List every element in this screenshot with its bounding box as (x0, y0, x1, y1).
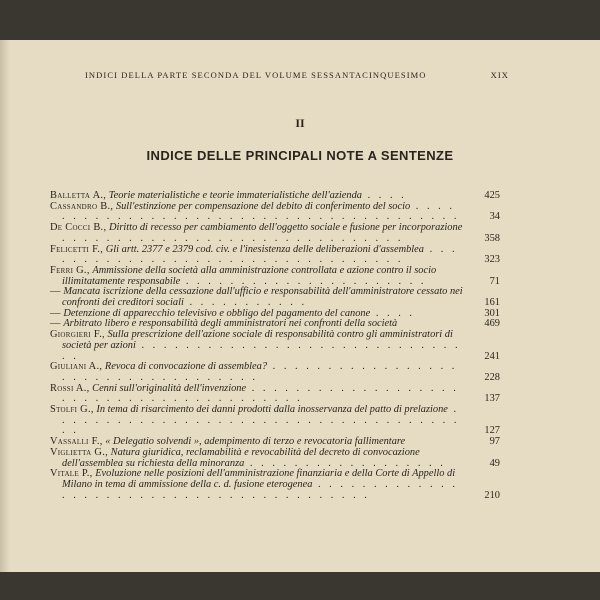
entry-title: Cenni sull'originalità dell'invenzione (92, 382, 247, 394)
entry-author: Ferri G., (50, 264, 90, 276)
entry-page: 323 (484, 254, 500, 266)
entry-title: Gli artt. 2377 e 2379 cod. civ. e l'inesistenza delle deliberazioni d'assemblea (105, 243, 424, 255)
entry-title: Detenzione di apparecchio televisivo e obbligo del pagamento del canone (63, 307, 371, 319)
entry-page: 97 (489, 436, 500, 448)
entry-title: Teorie materialistiche e teorie immaterialistiche dell'azienda (108, 190, 362, 201)
entry-author: Vitale P., (50, 468, 93, 480)
index-entry: — Mancata iscrizione della cessazione dall'ufficio e responsabilità dell'amministratore cessato nei confronti dei creditori sociali . . . . . . . . . . . 161 (50, 286, 500, 309)
entry-title: Mancata iscrizione della cessazione dall'ufficio e responsabilità dell'amministratore cessato nei confronti dei creditori sociali (62, 286, 463, 309)
entry-page: 301 (484, 307, 500, 319)
index-entry: Ferri G., Ammissione della società alla amministrazione controllata e azione contro il socio illimitatamente responsabile . . . . . . . . . . . . . . . . . . . . . . 71 (50, 264, 500, 287)
index-entry: Giuliani A., Revoca di convocazione di assemblea? . . . . . . . . . . . . . . . . . . . . . . . . . . . . . . . . . . . 228 (50, 361, 500, 383)
index-entry: — Detenzione di apparecchio televisivo e obbligo del pagamento del canone . . . . 301 (50, 307, 500, 319)
entry-title: Diritto di recesso per cambiamento dell'oggetto sociale e fusione per incorporazione (108, 222, 463, 234)
entry-author: Giuliani A., (50, 361, 103, 373)
entry-title: Natura giuridica, reclamabilità e revocabilità del decreto di convocazione dell'assemblea su richiesta della minoranza (62, 446, 420, 469)
index-entry: Cassandro B., Sull'estinzione per compensazione del debito di conferimento del socio . . . . . . . . . . . . . . . . . . . . . . . . . . . . . . . . . . . . . . . . 34 (50, 200, 500, 223)
entry-title: « Delegatio solvendi », adempimento di terzo e revocatoria fallimentare (105, 436, 406, 448)
entry-title: Ammissione della società alla amministrazione controllata e azione contro il socio illimitatamente responsabile (62, 264, 437, 287)
index-entry: Giorgieri F., Sulla prescrizione dell'azione sociale di responsabilità contro gli amministratori di società per azioni . . . . . . . . . . . . . . . . . . . . . . . . . . . . . . . 241 (50, 329, 500, 362)
entry-title: Revoca di convocazione di assemblea? (104, 361, 268, 373)
entry-author: Vassalli F., (50, 436, 103, 448)
entry-title: Sull'estinzione per compensazione del debito di conferimento del socio (115, 200, 411, 212)
entry-page: 127 (484, 425, 500, 437)
page-number: XIX (490, 70, 509, 80)
entry-title: Sulla prescrizione dell'azione sociale di responsabilità contro gli amministratori di società per azioni (62, 329, 453, 351)
index-entry: Vitale P., Evoluzione nelle posizioni dell'amministrazione finanziaria e della Corte di Appello di Milano in tema di ammissione della c. d. fusione eterogenea . . . . . . . . . . . . . . . . . . . . . . . . . . . . . . . . . . . . . . . . . 210 (50, 468, 500, 501)
entry-page: 210 (484, 489, 500, 501)
entry-author: Giorgieri F., (50, 329, 105, 341)
index-title: INDICE DELLE PRINCIPALI NOTE A SENTENZE (146, 148, 454, 163)
entry-author: Balletta A., (50, 190, 107, 201)
entry-author: Felicetti F., (50, 243, 104, 255)
running-title: INDICI DELLA PARTE SECONDA DEL VOLUME SESSANTACINQUESIMO (85, 70, 427, 80)
entry-author: Stolfi G., (50, 404, 94, 416)
index-entry: Rossi A., Cenni sull'originalità dell'invenzione . . . . . . . . . . . . . . . . . . . . . . . . . . . . . . . . . . . . . . . . . 137 (50, 382, 500, 405)
index-entries (50, 191, 500, 501)
entry-author: Rossi A., (50, 382, 90, 394)
entry-author: Viglietta G., (50, 446, 109, 458)
entry-page: 241 (484, 350, 500, 362)
entry-page: 34 (489, 211, 500, 223)
section-number: II (295, 116, 305, 130)
entry-page: 425 (484, 190, 500, 201)
index-entry: De Cocci B., Diritto di recesso per cambiamento dell'oggetto sociale e fusione per incorporazione . . . . . . . . . . . . . . . . . . . . . . . . . . . . . . . 358 (50, 222, 500, 244)
book-page (0, 40, 600, 572)
index-entry: Viglietta G., Natura giuridica, reclamabilità e revocabilità del decreto di convocazione dell'assemblea su richiesta della minoranza . . . . . . . . . . . . . . . . . . 49 (50, 446, 500, 469)
index-entry: Balletta A., Teorie materialistiche e teorie immaterialistiche dell'azienda . . . . 425 (50, 190, 500, 201)
entry-page: 358 (484, 232, 500, 244)
entry-title: Evoluzione nelle posizioni dell'amministrazione finanziaria e della Corte di Appello di Milano in tema di ammissione della c. d. fusione eterogenea (62, 468, 456, 490)
running-head (85, 70, 509, 80)
entry-page: 137 (484, 393, 500, 405)
entry-title: In tema di risarcimento dei danni prodotti dalla inosservanza del patto di prelazione (96, 404, 448, 416)
entry-author: — (50, 286, 61, 298)
index-entry: Felicetti F., Gli artt. 2377 e 2379 cod. civ. e l'inesistenza delle deliberazioni d'assemblea . . . . . . . . . . . . . . . . . . . . . . . . . . . . . . . . . . 323 (50, 243, 500, 266)
entry-page: 49 (489, 457, 500, 469)
entry-author: Cassandro B., (50, 200, 114, 212)
entry-author: De Cocci B., (50, 222, 107, 234)
entry-page: 469 (484, 318, 500, 330)
entry-page: 161 (484, 297, 500, 309)
entry-author: — (50, 318, 61, 330)
entry-author: — (50, 307, 61, 319)
index-entry: Stolfi G., In tema di risarcimento dei danni prodotti dalla inosservanza del patto di prelazione . . . . . . . . . . . . . . . . . . . . . . . . . . . . . . . . . . . . . . . 127 (50, 404, 500, 437)
entry-title: Arbitrato libero e responsabilità degli amministratori nei confronti della società (63, 318, 398, 330)
entry-page: 228 (484, 371, 500, 383)
entry-page: 71 (489, 275, 500, 287)
